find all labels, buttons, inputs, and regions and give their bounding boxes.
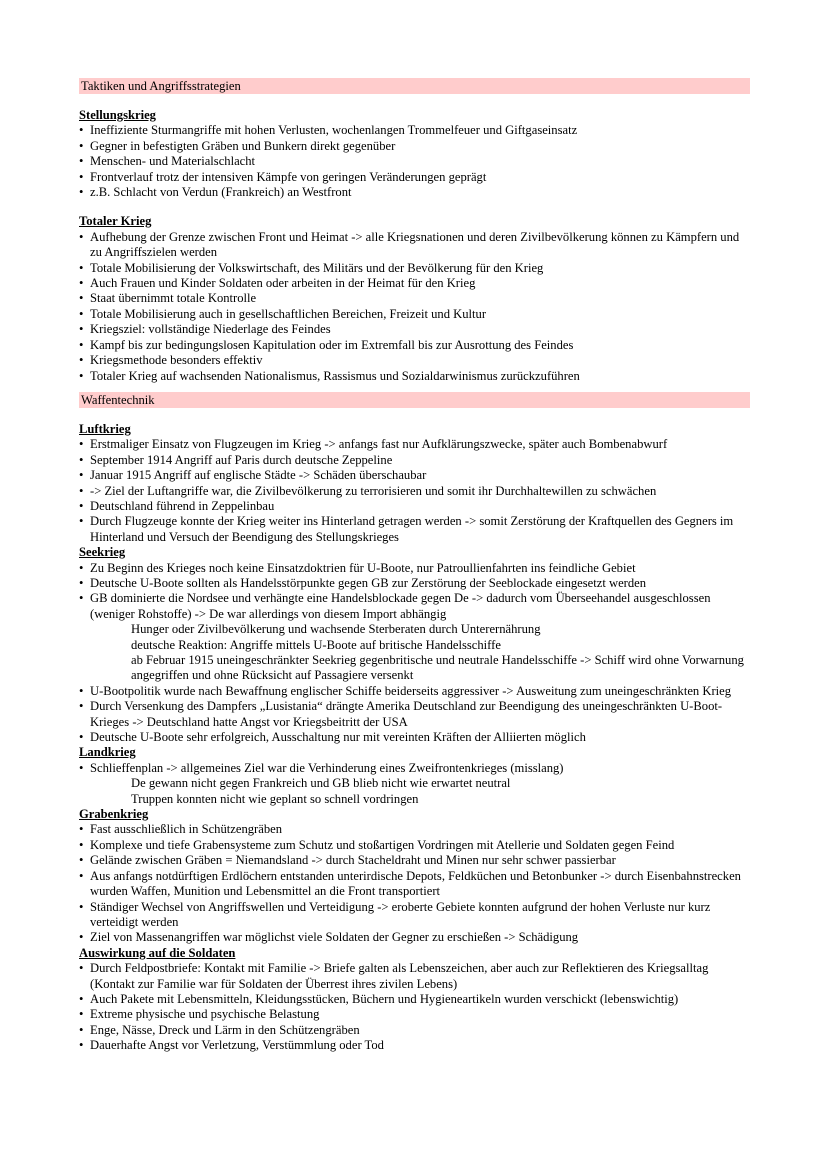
list-item: • Extreme physische und psychische Belastung <box>79 1007 750 1022</box>
list-item: • Erstmaliger Einsatz von Flugzeugen im Krieg -> anfangs fast nur Aufklärungszwecke, später auch Bombenabwurf <box>79 437 750 452</box>
list-item: • Deutschland führend in Zeppelinbau <box>79 499 750 514</box>
list-item: • Aufhebung der Grenze zwischen Front und Heimat -> alle Kriegsnationen und deren Zivilbevölkerung können zu Kämpfern und zu Angriffszielen werden <box>79 230 750 261</box>
list-seekrieg-cont <box>79 684 750 746</box>
list-stellungskrieg <box>79 123 750 200</box>
section-title-tactics: Taktiken und Angriffsstrategien <box>79 78 750 94</box>
list-item: • Kriegsziel: vollständige Niederlage des Feindes <box>79 322 750 337</box>
list-item: • U-Bootpolitik wurde nach Bewaffnung englischer Schiffe beiderseits aggressiver -> Ausweitung zum uneingeschränkten Krieg <box>79 684 750 699</box>
list-item: • Frontverlauf trotz der intensiven Kämpfe von geringen Veränderungen geprägt <box>79 170 750 185</box>
list-item: • Fast ausschließlich in Schützengräben <box>79 822 750 837</box>
list-item: • GB dominierte die Nordsee und verhängte eine Handelsblockade gegen De -> dadurch vom Überseehandel ausgeschlossen (weniger Rohstoffe) -> De war allerdings von diesem Import abhängig <box>79 591 750 622</box>
list-grabenkrieg <box>79 822 750 945</box>
list-item: • Enge, Nässe, Dreck und Lärm in den Schützengräben <box>79 1023 750 1038</box>
list-item: • Totale Mobilisierung auch in gesellschaftlichen Bereichen, Freizeit und Kultur <box>79 307 750 322</box>
list-item: • Totale Mobilisierung der Volkswirtschaft, des Militärs und der Bevölkerung für den Krieg <box>79 261 750 276</box>
list-auswirkung-soldaten <box>79 961 750 1053</box>
list-item: • Januar 1915 Angriff auf englische Städte -> Schäden überschaubar <box>79 468 750 483</box>
list-item: • Auch Pakete mit Lebensmitteln, Kleidungsstücken, Büchern und Hygieneartikeln wurden verschickt (lebenswichtig) <box>79 992 750 1007</box>
list-item: • Zu Beginn des Krieges noch keine Einsatzdoktrien für U-Boote, nur Patroullienfahrten ins feindliche Gebiet <box>79 561 750 576</box>
list-item: • Gegner in befestigten Gräben und Bunkern direkt gegenüber <box>79 139 750 154</box>
seekrieg-sub-line: deutsche Reaktion: Angriffe mittels U-Boote auf britische Handelsschiffe <box>131 637 501 652</box>
heading-landkrieg: Landkrieg <box>79 745 136 760</box>
heading-luftkrieg: Luftkrieg <box>79 421 131 436</box>
section-title-weapons: Waffentechnik <box>79 392 750 408</box>
list-item: • Durch Flugzeuge konnte der Krieg weiter ins Hinterland getragen werden -> somit Zerstörung der Kraftquellen des Gegners im Hinterland und Versuch der Beendigung des Stellungskrieges <box>79 514 750 545</box>
document-content <box>79 78 750 1054</box>
list-item: • Durch Versenkung des Dampfers „Lusistania“ drängte Amerika Deutschland zur Beendigung des uneingeschränkten U-Boot-Krieges -> Deutschland hatte Angst vor Kriegsbeitritt der USA <box>79 699 750 730</box>
list-item: • Auch Frauen und Kinder Soldaten oder arbeiten in der Heimat für den Krieg <box>79 276 750 291</box>
heading-totaler-krieg: Totaler Krieg <box>79 214 152 229</box>
heading-stellungskrieg: Stellungskrieg <box>79 108 156 122</box>
list-totaler-krieg <box>79 230 750 384</box>
landkrieg-sub-line: Truppen konnten nicht wie geplant so schnell vordringen <box>131 791 419 806</box>
list-item: • Ineffiziente Sturmangriffe mit hohen Verlusten, wochenlangen Trommelfeuer und Giftgaseinsatz <box>79 123 750 138</box>
list-item: • Ständiger Wechsel von Angriffswellen und Verteidigung -> eroberte Gebiete konnten aufgrund der hohen Verluste nur kurz verteidigt werden <box>79 900 750 931</box>
list-seekrieg <box>79 561 750 623</box>
seekrieg-sub-line: ab Februar 1915 uneingeschränkter Seekrieg gegenbritische und neutrale Handelsschiffe -> Schiff wird ohne Vorwarnung angegriffen und ohne Rücksicht auf Passagiere versenkt <box>131 653 744 683</box>
seekrieg-sub-line: Hunger oder Zivilbevölkerung und wachsende Sterberaten durch Unterernährung <box>131 622 541 637</box>
list-item: • Deutsche U-Boote sollten als Handelsstörpunkte gegen GB zur Zerstörung der Seeblockade eingesetzt werden <box>79 576 750 591</box>
heading-seekrieg: Seekrieg <box>79 545 126 560</box>
list-item: • Totaler Krieg auf wachsenden Nationalismus, Rassismus und Sozialdarwinismus zurückzuführen <box>79 369 750 384</box>
list-item: • Dauerhafte Angst vor Verletzung, Verstümmlung oder Tod <box>79 1038 750 1053</box>
list-item: • September 1914 Angriff auf Paris durch deutsche Zeppeline <box>79 453 750 468</box>
heading-auswirkung-soldaten: Auswirkung auf die Soldaten <box>79 945 236 960</box>
list-landkrieg <box>79 761 750 776</box>
list-item: • Staat übernimmt totale Kontrolle <box>79 291 750 306</box>
list-item: • Gelände zwischen Gräben = Niemandsland -> durch Stacheldraht und Minen nur sehr schwer passierbar <box>79 853 750 868</box>
list-item: • Komplexe und tiefe Grabensysteme zum Schutz und stoßartigen Vordringen mit Atellerie und Soldaten gegen Feind <box>79 838 750 853</box>
list-item: • Durch Feldpostbriefe: Kontakt mit Familie -> Briefe galten als Lebenszeichen, aber auch zur Reflektieren des Kriegsalltag (Kontakt zur Familie war für Soldaten der Überrest ihres zivilen Lebens) <box>79 961 750 992</box>
heading-grabenkrieg: Grabenkrieg <box>79 807 149 822</box>
list-item: • Kampf bis zur bedingungslosen Kapitulation oder im Extremfall bis zur Ausrottung des Feindes <box>79 338 750 353</box>
list-item: • Ziel von Massenangriffen war möglichst viele Soldaten der Gegner zu erschießen -> Schädigung <box>79 930 750 945</box>
list-luftkrieg <box>79 437 750 545</box>
list-item: • Deutsche U-Boote sehr erfolgreich, Ausschaltung nur mit vereinten Kräften der Alliierten möglich <box>79 730 750 745</box>
list-item: • Menschen- und Materialschlacht <box>79 154 750 169</box>
list-item: • Schlieffenplan -> allgemeines Ziel war die Verhinderung eines Zweifrontenkrieges (misslang) <box>79 761 750 776</box>
list-item: • -> Ziel der Luftangriffe war, die Zivilbevölkerung zu terrorisieren und somit ihr Durchhaltewillen zu schwächen <box>79 484 750 499</box>
list-item: • z.B. Schlacht von Verdun (Frankreich) an Westfront <box>79 185 750 200</box>
landkrieg-sub-line: De gewann nicht gegen Frankreich und GB blieb nicht wie erwartet neutral <box>131 776 511 791</box>
list-item: • Aus anfangs notdürftigen Erdlöchern entstanden unterirdische Depots, Feldküchen und Betonbunker -> durch Eisenbahnstrecken wurden Waffen, Munition und Lebensmittel an die Front transportiert <box>79 869 750 900</box>
list-item: • Kriegsmethode besonders effektiv <box>79 353 750 368</box>
